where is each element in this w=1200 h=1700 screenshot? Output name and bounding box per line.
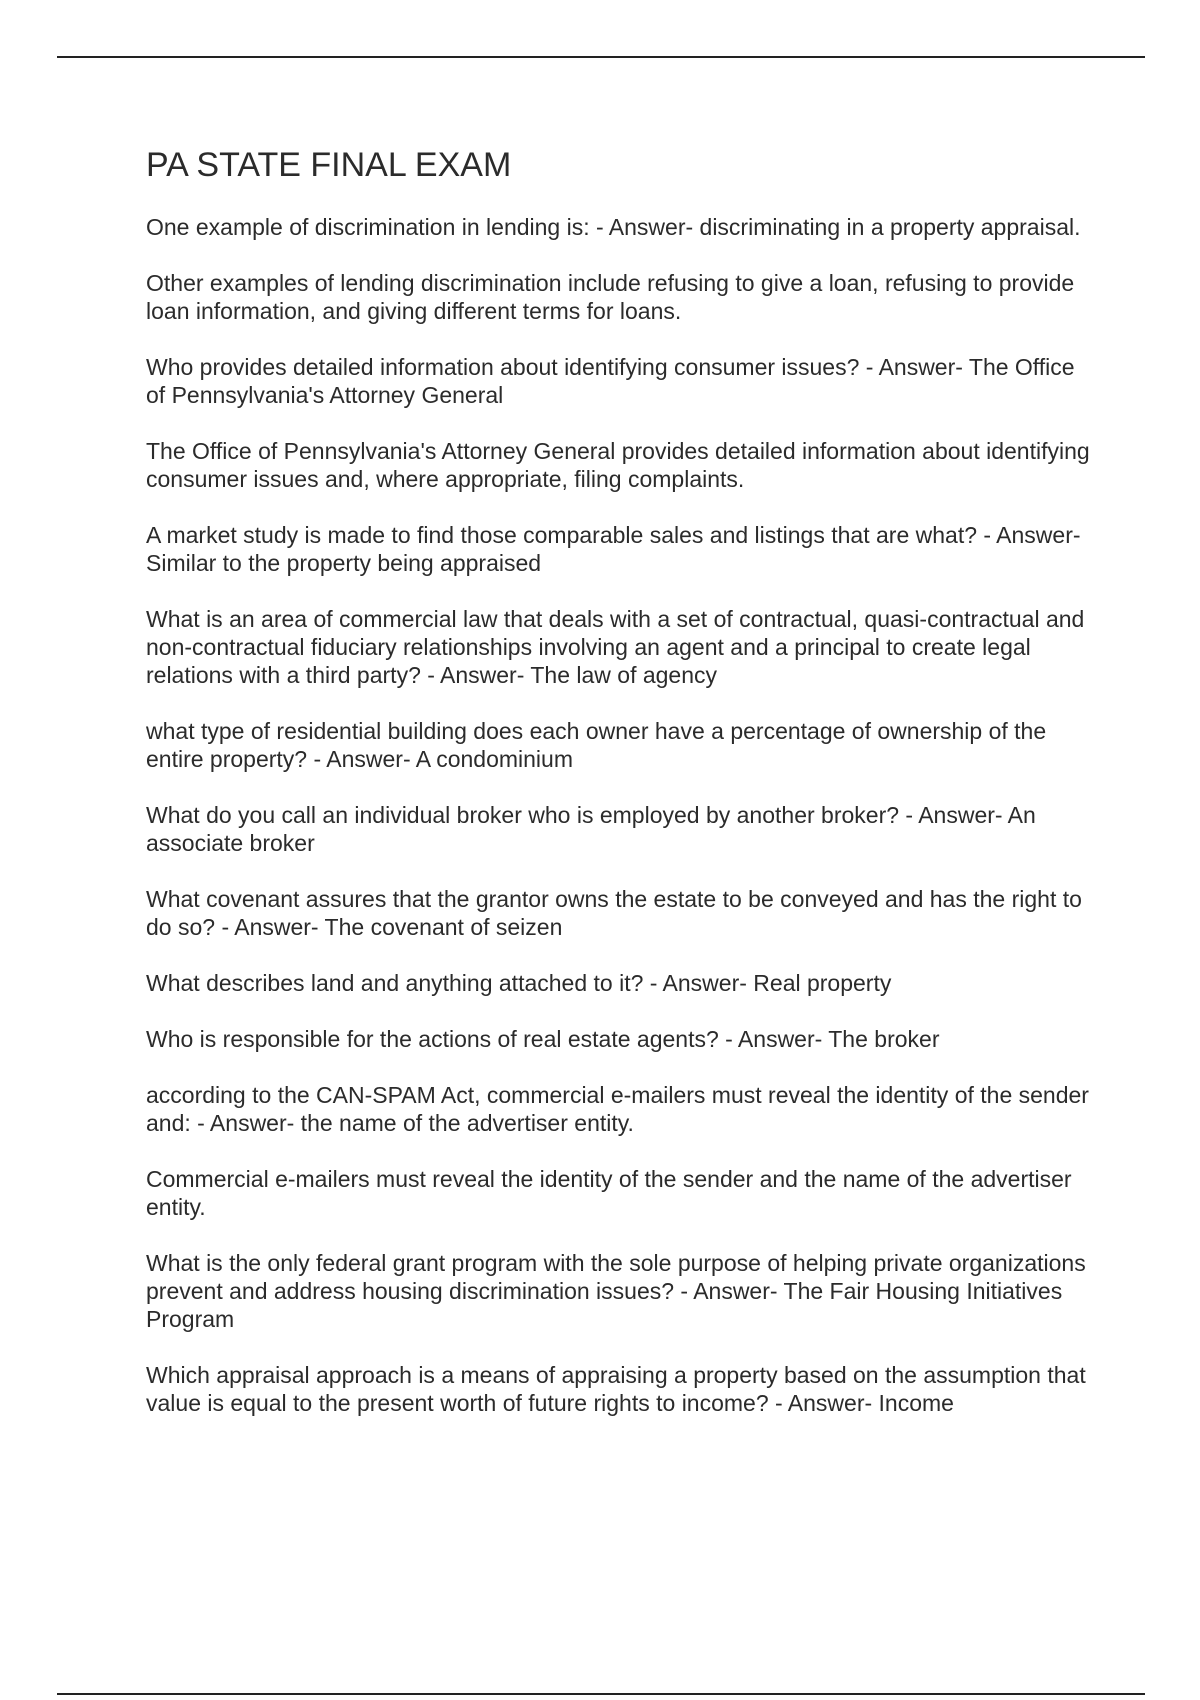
- qa-paragraph: Who is responsible for the actions of real estate agents? - Answer- The broker: [146, 1026, 940, 1052]
- qa-paragraph: What do you call an individual broker who is employed by another broker? - Answer- An associate broker: [146, 802, 1036, 856]
- qa-paragraph: what type of residential building does each owner have a percentage of ownership of the entire property? - Answer- A condominium: [146, 718, 1047, 772]
- qa-paragraph: The Office of Pennsylvania's Attorney General provides detailed information about identifying consumer issues and, where appropriate, filing complaints.: [146, 438, 1090, 492]
- qa-paragraph: What is an area of commercial law that deals with a set of contractual, quasi-contractual and non-contractual fiduciary relationships involving an agent and a principal to create legal relations with a third party? - Answer- The law of agency: [146, 606, 1085, 688]
- qa-paragraph: One example of discrimination in lending is: - Answer- discriminating in a property appraisal.: [146, 214, 1081, 240]
- qa-paragraph: What is the only federal grant program with the sole purpose of helping private organizations prevent and address housing discrimination issues? - Answer- The Fair Housing Initiatives Program: [146, 1250, 1086, 1332]
- bottom-divider: [57, 1693, 1145, 1695]
- qa-paragraph: Other examples of lending discrimination include refusing to give a loan, refusing to provide loan information, and giving different terms for loans.: [146, 270, 1075, 324]
- page-title: PA STATE FINAL EXAM: [146, 146, 512, 184]
- qa-paragraph: Commercial e-mailers must reveal the identity of the sender and the name of the advertiser entity.: [146, 1166, 1072, 1220]
- qa-paragraph: Who provides detailed information about identifying consumer issues? - Answer- The Office of Pennsylvania's Attorney General: [146, 354, 1075, 408]
- top-divider: [57, 56, 1145, 58]
- qa-paragraph: according to the CAN-SPAM Act, commercial e-mailers must reveal the identity of the sender and: - Answer- the name of the advertiser entity.: [146, 1082, 1089, 1136]
- qa-paragraph: What describes land and anything attached to it? - Answer- Real property: [146, 970, 892, 996]
- qa-paragraph: Which appraisal approach is a means of appraising a property based on the assumption that value is equal to the present worth of future rights to income? - Answer- Income: [146, 1362, 1086, 1416]
- qa-paragraph: What covenant assures that the grantor owns the estate to be conveyed and has the right to do so? - Answer- The covenant of seizen: [146, 886, 1082, 940]
- document-body: [146, 145, 1096, 1445]
- qa-paragraph: A market study is made to find those comparable sales and listings that are what? - Answer- Similar to the property being appraised: [146, 522, 1081, 576]
